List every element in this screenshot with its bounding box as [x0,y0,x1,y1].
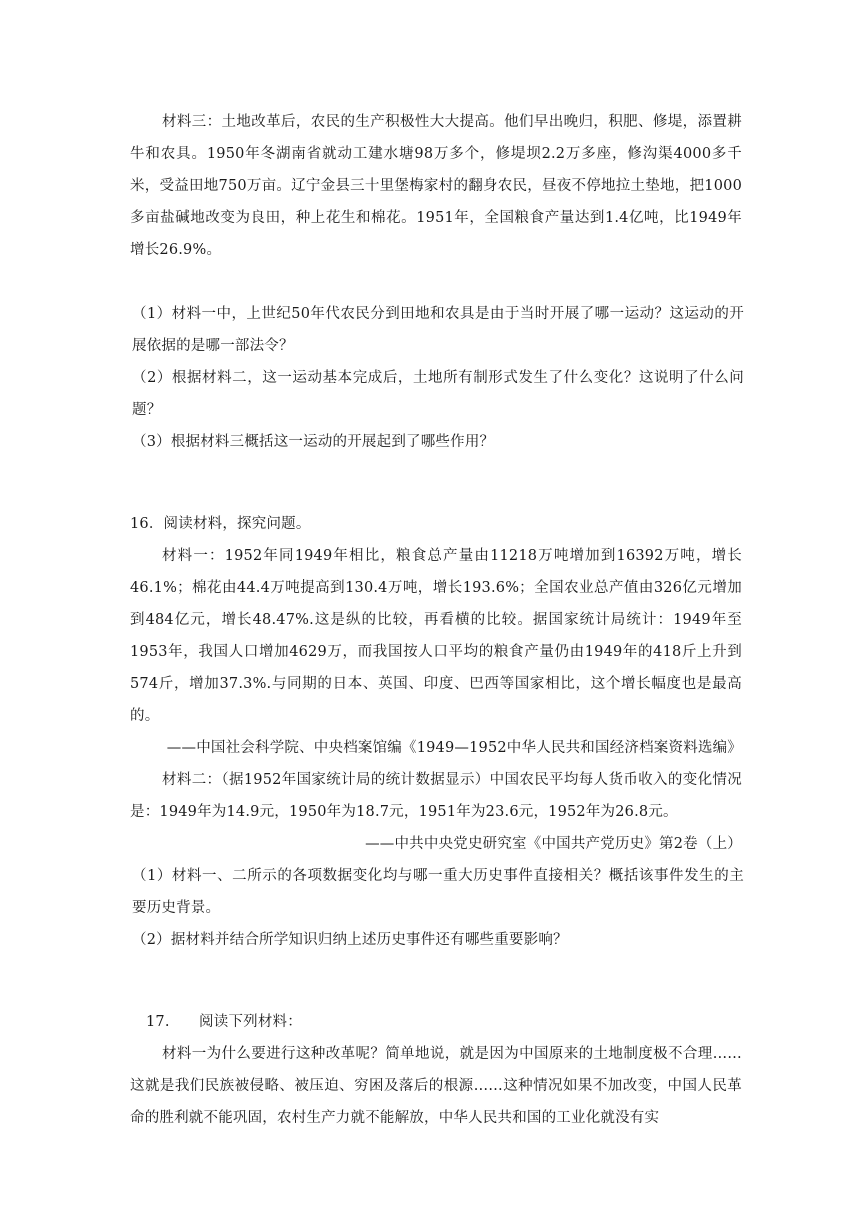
q15-subquestion-1: （1）材料一中，上世纪50年代农民分到田地和农具是由于当时开展了哪一运动？这运动的开展依据的是哪一部法令？ [132,306,744,354]
q17-material-1: 材料一为什么要进行这种改革呢？简单地说，就是因为中国原来的土地制度极不合理……这就是我们民族被侵略、被压迫、穷困及落后的根源……这种情况如果不加改变，中国人民革命的胜利就不能巩固，农村生产力就不能解放，中华人民共和国的工业化就没有实 [130,1046,742,1126]
q16-subquestion-1: （1）材料一、二所示的各项数据变化均与哪一重大历史事件直接相关？概括该事件发生的主要历史背景。 [132,868,744,916]
material-3-paragraph: 材料三：土地改革后，农民的生产积极性大大提高。他们早出晚归，积肥、修堤，添置耕牛和农具。1950年冬湖南省就动工建水塘98万多个，修堤坝2.2万多座，修沟渠4000多千米，受益田地750万亩。辽宁金县三十里堡梅家村的翻身农民，昼夜不停地拉土垫地，把1000多亩盐碱地改变为良田，种上花生和棉花。1951年，全国粮食产量达到1.4亿吨，比1949年增长26.9%。 [130,114,742,258]
q16-source-2: ——中共中央党史研究室《中国共产党历史》第2卷（上） [365,836,742,852]
q15-subquestion-2: （2）根据材料二，这一运动基本完成后，土地所有制形式发生了什么变化？这说明了什么问题？ [132,370,744,418]
q16-subquestion-2: （2）据材料并结合所学知识归纳上述历史事件还有哪些重要影响？ [132,932,568,948]
q17-heading: 17. 阅读下列材料： [146,1014,302,1030]
q16-heading: 16．阅读材料，探究问题。 [130,516,311,532]
q16-material-2: 材料二：（据1952年国家统计局的统计数据显示）中国农民平均每人货币收入的变化情况是：1949年为14.9元，1950年为18.7元，1951年为23.6元，1952年为26.8元。 [130,772,742,820]
q16-material-1: 材料一：1952年同1949年相比，粮食总产量由11218万吨增加到16392万吨，增长46.1%；棉花由44.4万吨提高到130.4万吨，增长193.6%；全国农业总产值由326亿元增加到484亿元，增长48.47%.这是纵的比较，再看横的比较。据国家统计局统计：1949年至1953年，我国人口增加4629万，而我国按人口平均的粮食产量仍由1949年的418斤上升到574斤，增加37.3%.与同期的日本、英国、印度、巴西等国家相比，这个增长幅度也是最高的。 [130,548,742,724]
q15-subquestion-3: （3）根据材料三概括这一运动的开展起到了哪些作用？ [132,434,495,450]
q16-source-1: ——中国社会科学院、中央档案馆编《1949—1952中华人民共和国经济档案资料选编》 [166,740,742,756]
